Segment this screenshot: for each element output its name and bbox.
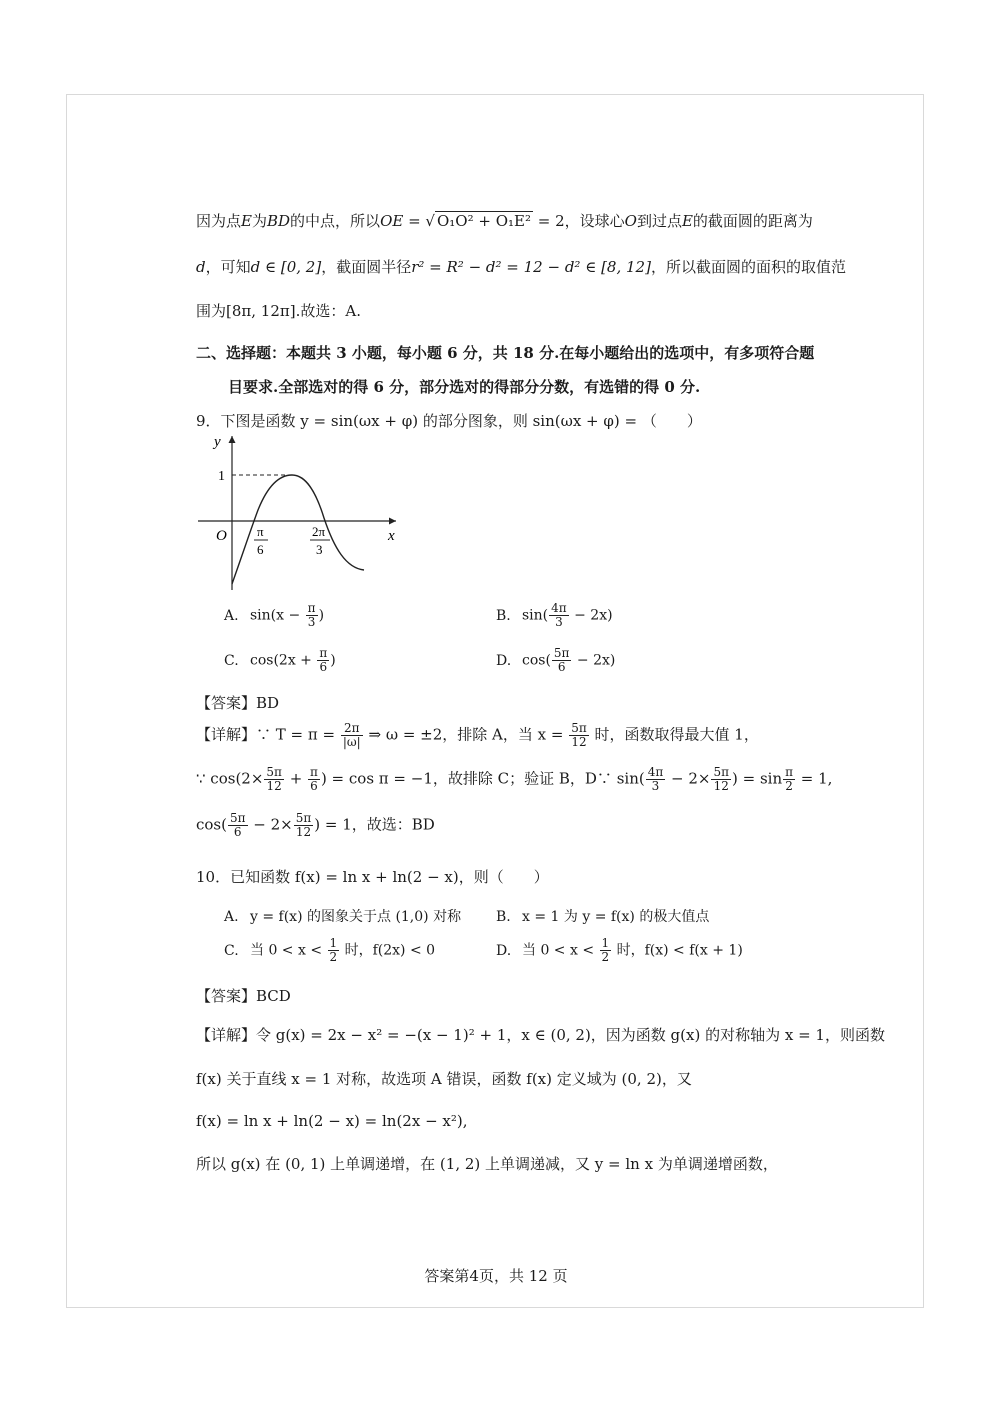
text: ，所以截面圆的面积的取值范	[650, 258, 846, 276]
denominator: 3	[651, 779, 660, 793]
numerator: 5π	[295, 811, 312, 825]
numerator: 1	[329, 936, 338, 950]
fraction	[328, 937, 340, 964]
math-expression: d ∈ [0, 2]	[250, 258, 322, 276]
numerator: π	[310, 765, 318, 779]
text: 的截面圆的距离为	[692, 212, 813, 230]
denominator: 6	[319, 660, 328, 674]
q10-option-b	[496, 906, 709, 926]
text: =	[403, 212, 426, 230]
option-tag: B.	[496, 607, 511, 624]
q9-option-b	[496, 602, 613, 629]
math-var: E	[241, 212, 252, 230]
denominator: 2	[601, 950, 610, 964]
text: = 2，设球心	[532, 212, 625, 230]
text: − 2×	[666, 769, 711, 788]
q9-option-c	[224, 647, 336, 674]
text: ) = cos π = −1，故排除 C；验证 B，D∵ sin(	[320, 769, 645, 788]
y-axis-label: y	[214, 434, 221, 450]
q10-detail-line-4: 所以 g(x) 在 (0, 1) 上单调递增，在 (1, 2) 上单调递减，又 y = ln x 为单调递增函数，	[196, 1155, 778, 1173]
q9-detail-line-1	[196, 722, 759, 749]
option-tag: C.	[224, 942, 239, 959]
math-var: O	[624, 212, 637, 230]
numerator: 5π	[571, 721, 587, 735]
q10-detail-line-2: f(x) 关于直线 x = 1 对称，故选项 A 错误，函数 f(x) 定义域为 (0, 2)，又	[196, 1070, 692, 1088]
numerator: 5π	[713, 765, 729, 779]
option-text: sin(	[522, 607, 549, 624]
option-text: − 2x)	[569, 607, 613, 624]
text: 因为点	[196, 212, 242, 230]
text: ∵ cos(2×	[196, 769, 264, 788]
tick-pi-6-num: π	[257, 524, 264, 539]
tick-pi-6-den: 6	[257, 542, 264, 557]
option-tag: A.	[224, 909, 239, 925]
text: − 2×	[248, 815, 293, 834]
text: = 1,	[796, 769, 833, 788]
fraction	[308, 766, 320, 793]
tick-2pi-3-num: 2π	[312, 524, 326, 539]
math-var: BD	[266, 212, 291, 230]
math-var: d	[196, 258, 206, 276]
fraction	[646, 766, 666, 793]
numerator: 1	[601, 936, 610, 950]
denominator: 12	[713, 779, 729, 793]
option-text: )	[318, 607, 325, 624]
denominator: 12	[571, 735, 587, 749]
fraction	[294, 812, 314, 839]
numerator: 4π	[647, 765, 664, 779]
q10-answer: 【答案】BCD	[196, 987, 291, 1005]
q10-option-c	[224, 937, 435, 964]
q9-option-a	[224, 602, 324, 629]
numerator: π	[307, 601, 316, 615]
option-text: − 2x)	[572, 652, 616, 669]
math-var: OE	[380, 212, 404, 230]
text: ) = sin	[732, 769, 783, 788]
text: 到过点	[636, 212, 682, 230]
sine-graph	[196, 430, 406, 600]
denominator: 2	[785, 779, 793, 793]
text: ⇒ ω = ±2，排除 A，当 x =	[363, 725, 569, 744]
text: 时，函数取得最大值 1，	[589, 725, 759, 744]
option-text: )	[330, 652, 336, 669]
solution-line-1: 因为点E为BD的中点，所以OE = √ O₁O² + O₁E² = 2，设球心O到过点E的截面圆的距离为	[196, 212, 813, 230]
fraction	[569, 722, 589, 749]
solution-line-2	[196, 256, 846, 277]
page-footer: 答案第4页，共 12 页	[424, 1267, 568, 1285]
fraction	[341, 722, 363, 749]
section-heading-line-1: 二、选择题：本题共 3 小题，每小题 6 分，共 18 分.在每小题给出的选项中，有多项符合题	[196, 344, 815, 362]
fraction	[264, 766, 284, 793]
tick-2pi-3-den: 3	[316, 542, 323, 557]
fraction	[783, 766, 795, 793]
q9-detail-line-2	[196, 766, 832, 793]
math-expression: r² = R² − d² = 12 − d² ∈ [8, 12]	[411, 258, 651, 276]
fraction	[552, 647, 572, 674]
numerator: π	[785, 765, 794, 779]
numerator: 5π	[229, 811, 246, 825]
denominator: 6	[233, 825, 242, 839]
q9-answer: 【答案】BD	[196, 694, 280, 712]
text: +	[284, 769, 308, 788]
section-heading-line-2: 目要求.全部选对的得 6 分，部分选对的得部分分数，有选错的得 0 分.	[228, 378, 701, 396]
fraction	[317, 647, 329, 674]
q9-detail-line-3	[196, 812, 435, 839]
text: cos(	[196, 815, 227, 834]
sine-curve	[232, 475, 364, 584]
option-text: y = f(x) 的图象关于点 (1,0) 对称	[250, 909, 462, 925]
option-text: 当 0 < x <	[522, 942, 599, 959]
x-axis-label: x	[388, 528, 395, 544]
text: ，可知	[205, 258, 251, 276]
option-tag: B.	[496, 909, 511, 925]
fraction	[306, 602, 318, 629]
text: 为	[251, 212, 267, 230]
q10-detail-line-1: 【详解】令 g(x) = 2x − x² = −(x − 1)² + 1，x ∈ (0, 2)，因为函数 g(x) 的对称轴为 x = 1，则函数	[196, 1026, 885, 1044]
option-text: x = 1 为 y = f(x) 的极大值点	[522, 909, 710, 925]
sqrt-expression: O₁O² + O₁E²	[436, 212, 531, 230]
option-text: 当 0 < x <	[250, 942, 327, 959]
q10-detail-line-3: f(x) = ln x + ln(2 − x) = ln(2x − x²),	[196, 1112, 468, 1130]
denominator: 12	[266, 779, 282, 793]
fraction	[711, 766, 731, 793]
denominator: 12	[295, 825, 312, 839]
option-text: 时，f(x) < f(x + 1)	[612, 942, 743, 959]
math-var: E	[681, 212, 693, 230]
option-text: 时，f(2x) < 0	[340, 942, 436, 959]
option-tag: D.	[496, 652, 512, 669]
q10-option-a	[224, 906, 461, 926]
option-text: cos(2x +	[250, 652, 317, 669]
option-text: cos(	[522, 652, 551, 669]
numerator: 2π	[341, 722, 363, 736]
text: 【详解】∵ T = π =	[196, 725, 340, 744]
denominator: 2	[329, 950, 338, 964]
denominator: 3	[555, 615, 563, 629]
numerator: 5π	[553, 646, 570, 660]
option-tag: A.	[224, 607, 239, 624]
fraction	[549, 602, 569, 629]
q9-option-d	[496, 647, 615, 674]
text: ) = 1，故选：BD	[314, 815, 435, 834]
numerator: 5π	[266, 765, 282, 779]
denominator: 3	[307, 615, 316, 629]
text: 的中点，所以	[290, 212, 381, 230]
y-one-label: 1	[218, 469, 225, 484]
denominator: 6	[557, 660, 566, 674]
text: ，截面圆半径	[321, 258, 412, 276]
solution-line-3: 围为[8π, 12π].故选：A.	[196, 302, 361, 320]
option-tag: C.	[224, 652, 239, 669]
numerator: 4π	[551, 601, 567, 615]
numerator: π	[319, 646, 328, 660]
q10-option-d	[496, 937, 743, 964]
fraction	[228, 812, 248, 839]
question-9: 9．下图是函数 y = sin(ωx + φ) 的部分图象，则 sin(ωx + φ) = （ ）	[196, 412, 702, 430]
denominator: 6	[310, 779, 318, 793]
denominator: |ω|	[342, 735, 361, 749]
fraction	[600, 937, 612, 964]
option-text: sin(x −	[250, 607, 305, 624]
origin-label: O	[216, 528, 227, 544]
question-10: 10．已知函数 f(x) = ln x + ln(2 − x)，则（ ）	[196, 868, 549, 886]
option-tag: D.	[496, 942, 512, 959]
